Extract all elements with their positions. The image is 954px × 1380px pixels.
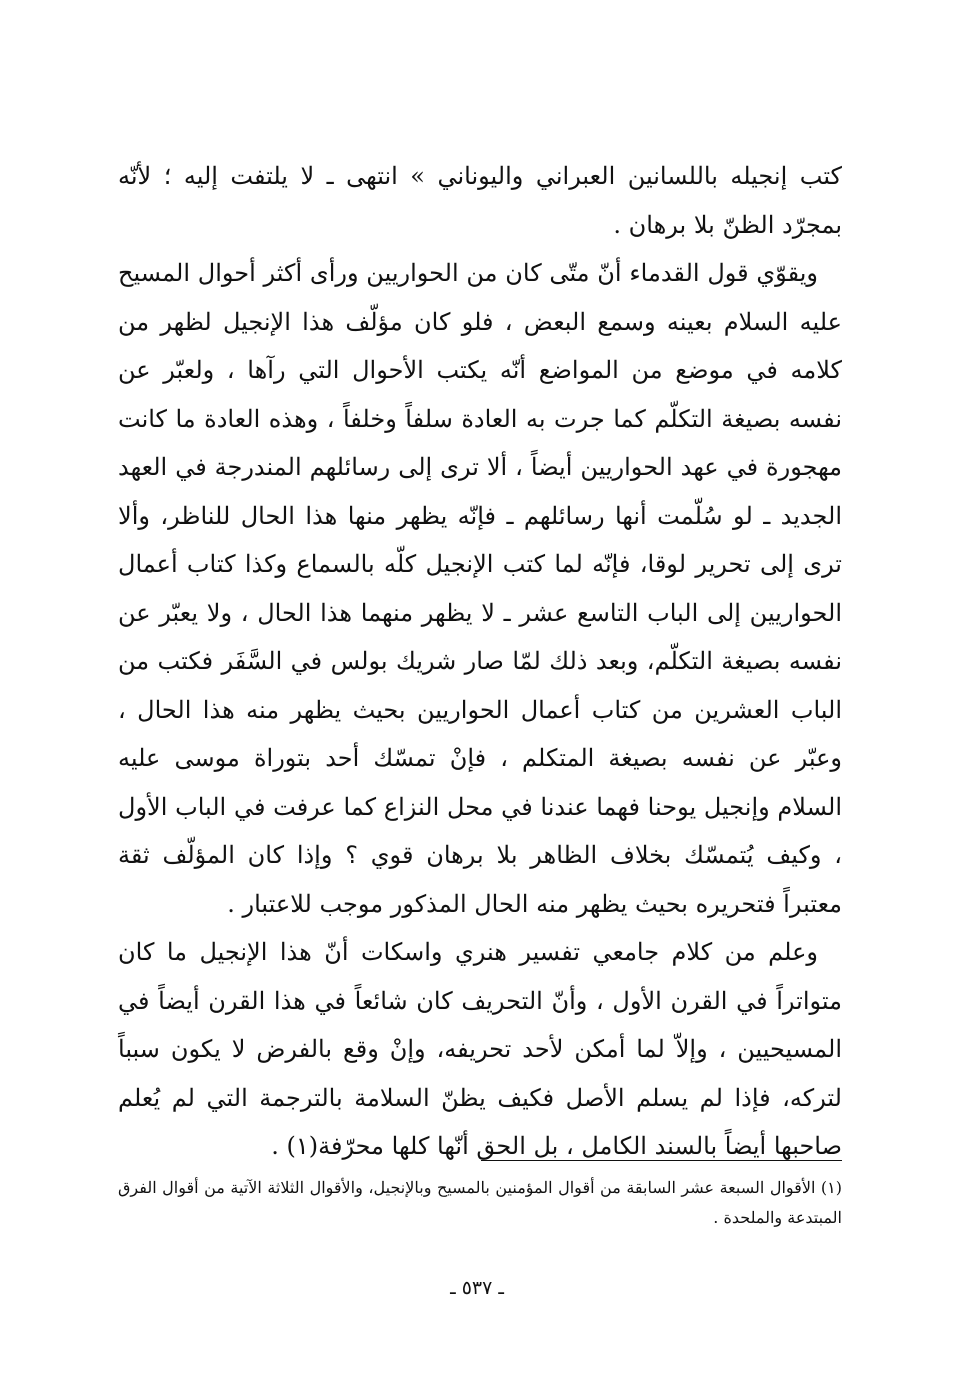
- paragraph-1: كتب إنجيله باللسانين العبراني واليوناني » انتهى ـ لا يلتفت إليه ؛ لأنّه بمجرّد الظنّ بلا برهان .: [118, 162, 842, 239]
- main-text: [118, 152, 842, 1171]
- page-number: ـ ٥٣٧ ـ: [450, 1277, 504, 1299]
- paragraph-2: ويقوّي قول القدماء أنّ متّى كان من الحواريين ورأى أكثر أحوال المسيح عليه السلام بعينه وسمع البعض ، فلو كان مؤلّف هذا الإنجيل لظهر من كلامه في موضع من المواضع أنّه يكتب الأحوال التي رآها ، ولعبّر عن نفسه بصيغة التكلّم كما جرت به العادة سلفاً وخلفاً ، وهذه العادة ما كانت مهجورة في عهد الحواريين أيضاً ، ألا ترى إلى رسائلهم المندرجة في العهد الجديد ـ لو سُلّمت أنها رسائلهم ـ فإنّه يظهر منها هذا الحال للناظر، وألا ترى إلى تحرير لوقا، فإنّه لما كتب الإنجيل كلّه بالسماع وكذا كتاب أعمال الحواريين إلى الباب التاسع عشر ـ لا يظهر منهما هذا الحال ، ولا يعبّر عن نفسه بصيغة التكلّم، وبعد ذلك لمّا صار شريك بولس في السَّفَر فكتب من الباب العشرين من كتاب أعمال الحواريين بحيث يظهر منه هذا الحال ، وعبّر عن نفسه بصيغة المتكلم ، فإنْ تمسّك أحد بتوراة موسى عليه السلام وإنجيل يوحنا فهما عندنا في محل النزاع كما عرفت في الباب الأول ، وكيف يُتمسّك بخلاف الظاهر بلا برهان قوي ؟ وإذا كان المؤلّف ثقة معتبراً فتحريره بحيث يظهر منه الحال المذكور موجب للاعتبار .: [118, 259, 842, 918]
- footnote-divider: [481, 1160, 842, 1161]
- footnote: (١) الأقوال السبعة عشر السابقة من أقوال المؤمنين بالمسيح وبالإنجيل، والأقوال الثلاثة الآتية من أقوال الفرق المبتدعة والملحدة .: [118, 1178, 842, 1227]
- paragraph-3: وعلم من كلام جامعي تفسير هنري واسكات أنّ هذا الإنجيل ما كان متواتراً في القرن الأول ، وأنّ التحريف كان شائعاً في هذا القرن أيضاً في المسيحيين ، وإلاّ لما أمكن لأحد تحريفه، وإنْ وقع بالفرض لا يكون سبباً لتركه، فإذا لم يسلم الأصل فكيف يظنّ السلامة بالترجمة التي لم يُعلم صاحبها أيضاً بالسند الكامل ، بل الحق أنّها كلها محرّفة(١) .: [118, 938, 842, 1160]
